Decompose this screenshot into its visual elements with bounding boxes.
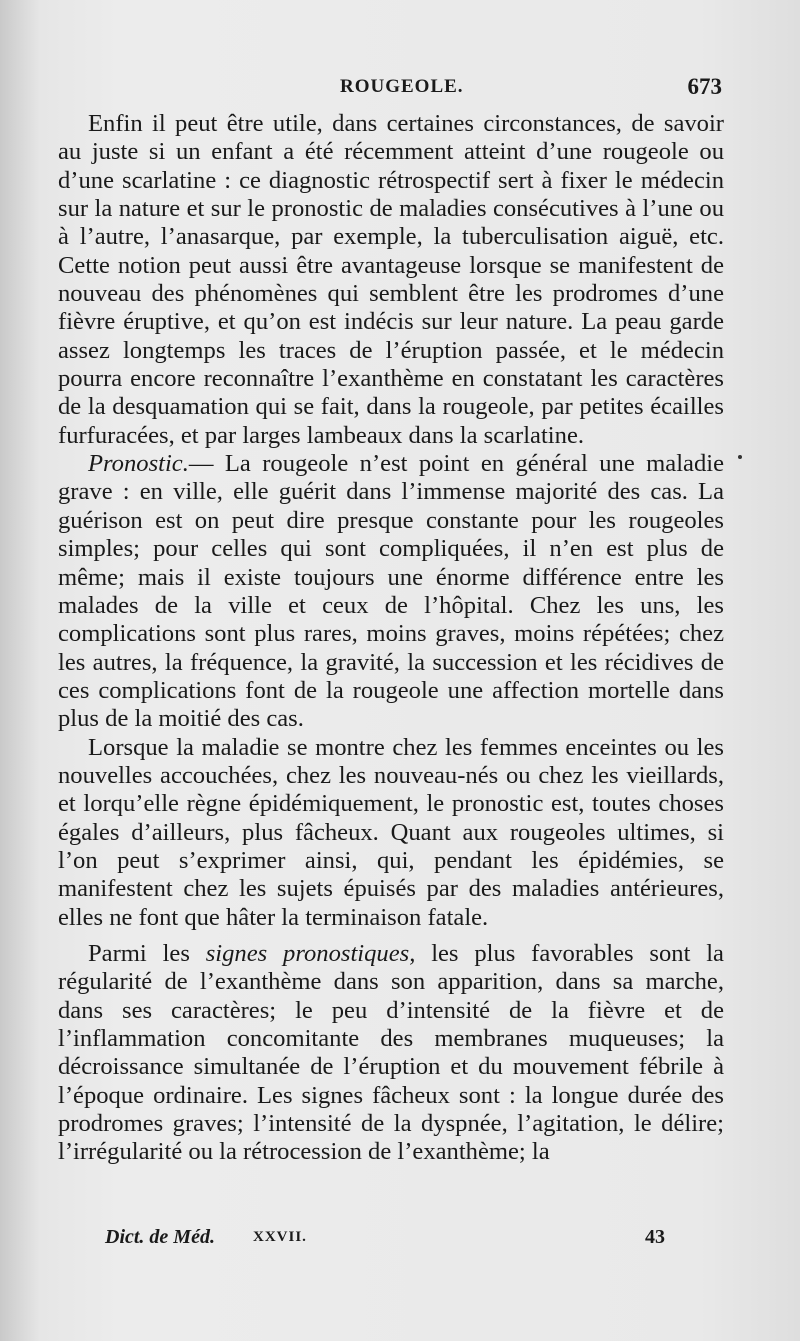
- margin-mark: [738, 455, 742, 459]
- signature-source: Dict. de Méd.: [105, 1226, 215, 1248]
- paragraph-pronostic: [58, 450, 724, 733]
- running-title: ROUGEOLE.: [340, 76, 464, 97]
- paragraph-signs: [58, 940, 724, 1167]
- page-number: 673: [687, 74, 722, 99]
- signs-term: signes pronostiques,: [205, 939, 416, 967]
- body-text: [58, 110, 724, 1167]
- paragraph-circumstances: Lorsque la maladie se montre chez les femmes enceintes ou les nouvelles accouchées, chez les nouveau-nés ou chez les vieillards, et lorqu’elle règne épidémiquement, le pronostic est, toutes choses égales d’ailleurs, plus fâcheux. Quant aux rougeoles ultimes, si l’on peut s’exprimer ainsi, qui, pendant les épidémies, se manifestent chez les sujets épuisés par des maladies antérieures, elles ne font que hâter la terminaison fatale.: [58, 733, 724, 931]
- section-heading-pronostic: Pronostic.: [88, 450, 189, 478]
- page-header: [60, 74, 722, 104]
- paragraph-signs-text: les plus favorables sont la régularité de l’exanthème dans son apparition, dans sa marche, dans ses caractères; le peu d’intensité de la fièvre et de l’inflammation concomitante des membranes muqueuses; la décroissance simultanée de l’éruption et du mouvement fébrile à l’époque ordinaire. Les signes fâcheux sont : la longue durée des prodromes graves; l’intensité de la dyspnée, l’agitation, le délire; l’irrégularité ou la rétrocession de l’exanthème; la: [58, 939, 724, 1166]
- paragraph-signs-lead: Parmi les: [88, 939, 190, 967]
- page-footer: [105, 1226, 665, 1254]
- signature-volume: XXVII.: [253, 1229, 307, 1245]
- paragraph-pronostic-text: — La rougeole n’est point en général une maladie grave : en ville, elle guérit dans l’immense majorité des cas. La guérison est on peut dire presque constante pour les rougeoles simples; pour celles qui sont compliquées, il n’en est plus de même; mais il existe toujours une énorme différence entre les malades de la ville et ceux de l’hôpital. Chez les uns, les complications sont plus rares, moins graves, moins répétées; chez les autres, la fréquence, la gravité, la succession et les récidives de ces complications font de la rougeole une affection mortelle dans plus de la moitié des cas.: [58, 450, 724, 733]
- signature-number: 43: [645, 1226, 665, 1248]
- paragraph-diagnostic: Enfin il peut être utile, dans certaines circonstances, de savoir au juste si un enfant a été récemment atteint d’une rougeole ou d’une scarlatine : ce diagnostic rétrospectif sert à fixer le médecin sur la nature et sur le pronostic de maladies consécutives à l’une ou à l’autre, l’anasarque, par exemple, la tuberculisation aiguë, etc. Cette notion peut aussi être avantageuse lorsque se manifestent de nouveau des phénomènes qui semblent être les prodromes d’une fièvre éruptive, et qu’on est indécis sur leur nature. La peau garde assez longtemps les traces de l’éruption passée, et le médecin pourra encore reconnaître l’exanthème en constatant les caractères de la desquamation qui se fait, dans la rougeole, par petites écailles furfuracées, et par larges lambeaux dans la scarlatine.: [58, 110, 724, 449]
